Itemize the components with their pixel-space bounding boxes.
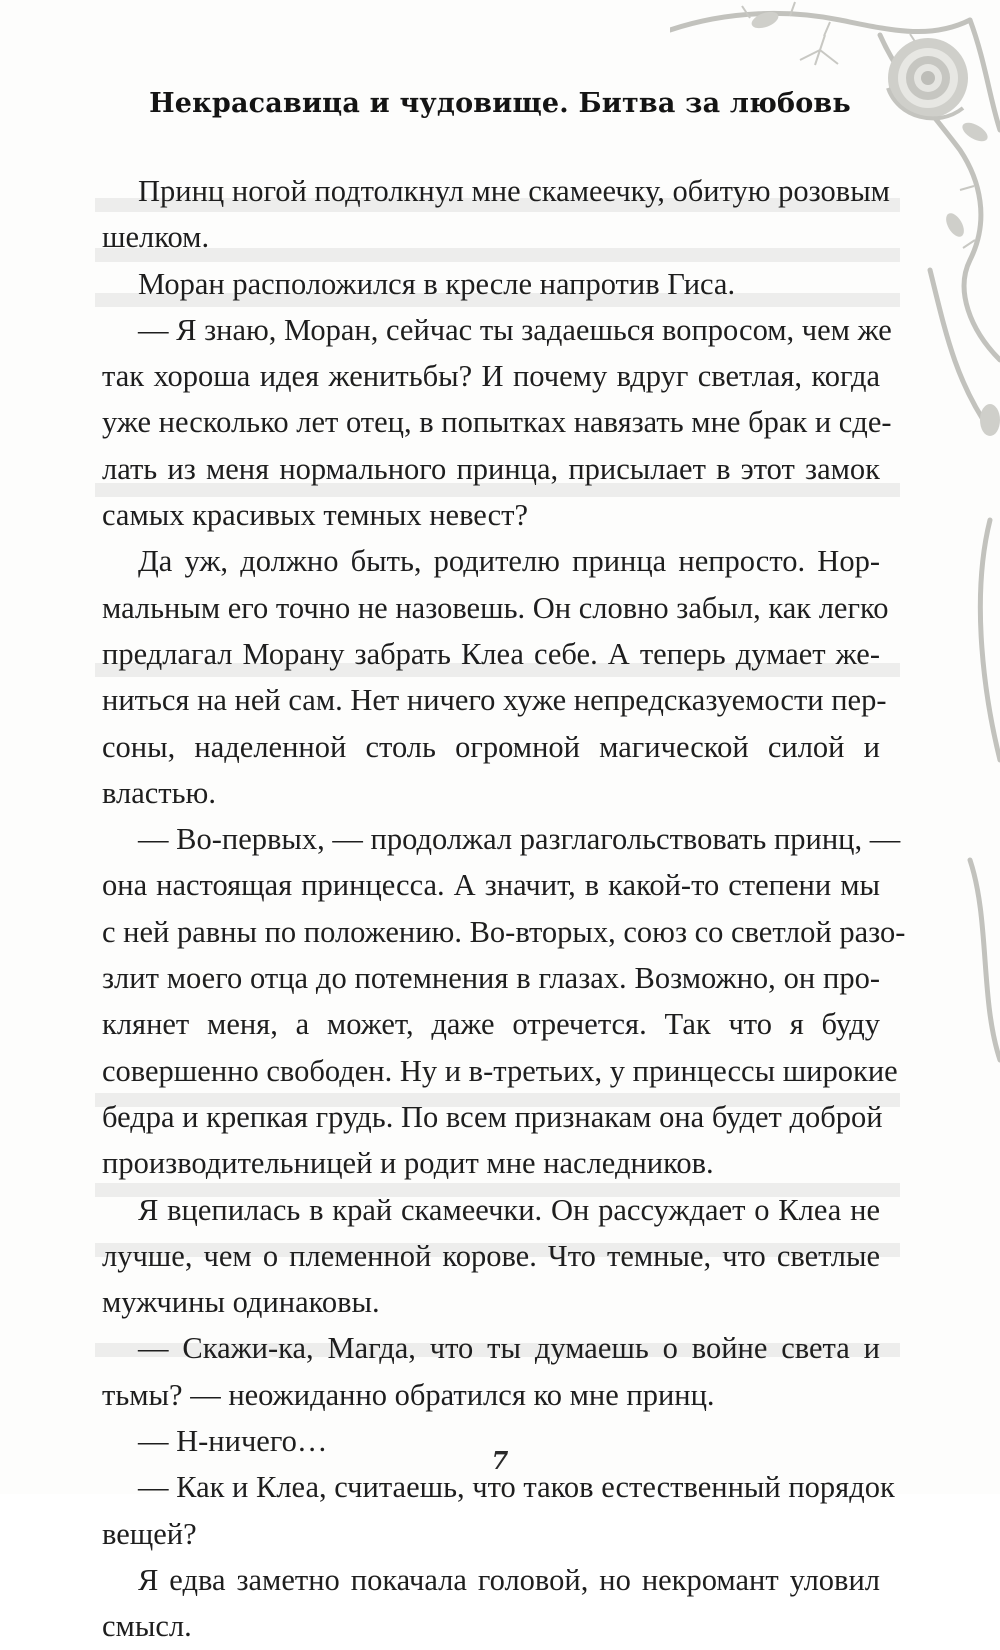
text-line: — Скажи-ка, Магда, что ты думаешь о войне света и <box>138 1331 880 1366</box>
text-line: производительницей и родит мне наследников. <box>102 1146 714 1181</box>
page-number: 7 <box>491 1446 509 1475</box>
text-line: Я вцепилась в край скамеечки. Он рассуждает о Клеа не <box>138 1192 880 1227</box>
text-line: — Во-первых, — продолжал разглагольствовать принц, — <box>138 822 901 857</box>
text-line: шелком. <box>102 220 210 255</box>
text-line: совершенно свободен. Ну и в-третьих, у принцессы широкие <box>102 1053 898 1088</box>
text-line: Да уж, должно быть, родителю принца непросто. Нор- <box>138 544 880 579</box>
text-line: лучше, чем о племенной корове. Что темные, что светлые <box>102 1238 880 1273</box>
text-line: властью. <box>102 775 216 810</box>
text-line: тьмы? — неожиданно обратился ко мне принц. <box>102 1377 715 1412</box>
text-line: Я едва заметно покачала головой, но некромант уловил <box>138 1562 880 1597</box>
text-line: мужчины одинаковы. <box>102 1285 380 1320</box>
text-line: соны, наделенной столь огромной магической силой и <box>102 729 880 764</box>
text-line: — Я знаю, Моран, сейчас ты задаешься вопросом, чем же <box>138 312 892 347</box>
text-line: предлагал Морану забрать Клеа себе. А теперь думает же- <box>102 636 880 671</box>
text-line: клянет меня, а может, даже отречется. Так что я буду <box>102 1007 880 1042</box>
text-line: Моран расположился в кресле напротив Гиса. <box>138 266 736 301</box>
text-line: вещей? <box>102 1516 197 1551</box>
text-line: уже несколько лет отец, в попытках навязать мне брак и сде- <box>102 405 892 440</box>
text-line: лать из меня нормального принца, присылает в этот замок <box>102 451 880 486</box>
text-line: она настоящая принцесса. А значит, в какой-то степени мы <box>102 868 880 903</box>
running-title: Некрасавица и чудовище. Битва за любовь <box>149 88 851 119</box>
body-text <box>102 168 906 1650</box>
text-line: злит моего отца до потемнения в глазах. Возможно, он про- <box>102 961 880 996</box>
text-line: бедра и крепкая грудь. По всем признакам она будет доброй <box>102 1099 883 1134</box>
text-line: с ней равны по положению. Во-вторых, союз со светлой разо- <box>102 914 906 949</box>
text-line: так хороша идея женитьбы? И почему вдруг светлая, когда <box>102 359 880 394</box>
text-line: Принц ногой подтолкнул мне скамеечку, обитую розовым <box>138 174 890 208</box>
text-line: — Н-ничего… <box>138 1424 328 1459</box>
text-line: ниться на ней сам. Нет ничего хуже непредсказуемости пер- <box>102 683 887 718</box>
text-line: — Как и Клеа, считаешь, что таков естественный порядок <box>138 1470 895 1505</box>
text-line: мальным его точно не назовешь. Он словно забыл, как легко <box>102 590 889 625</box>
text-line: самых красивых темных невест? <box>102 498 528 533</box>
text-line: смысл. <box>102 1609 192 1644</box>
